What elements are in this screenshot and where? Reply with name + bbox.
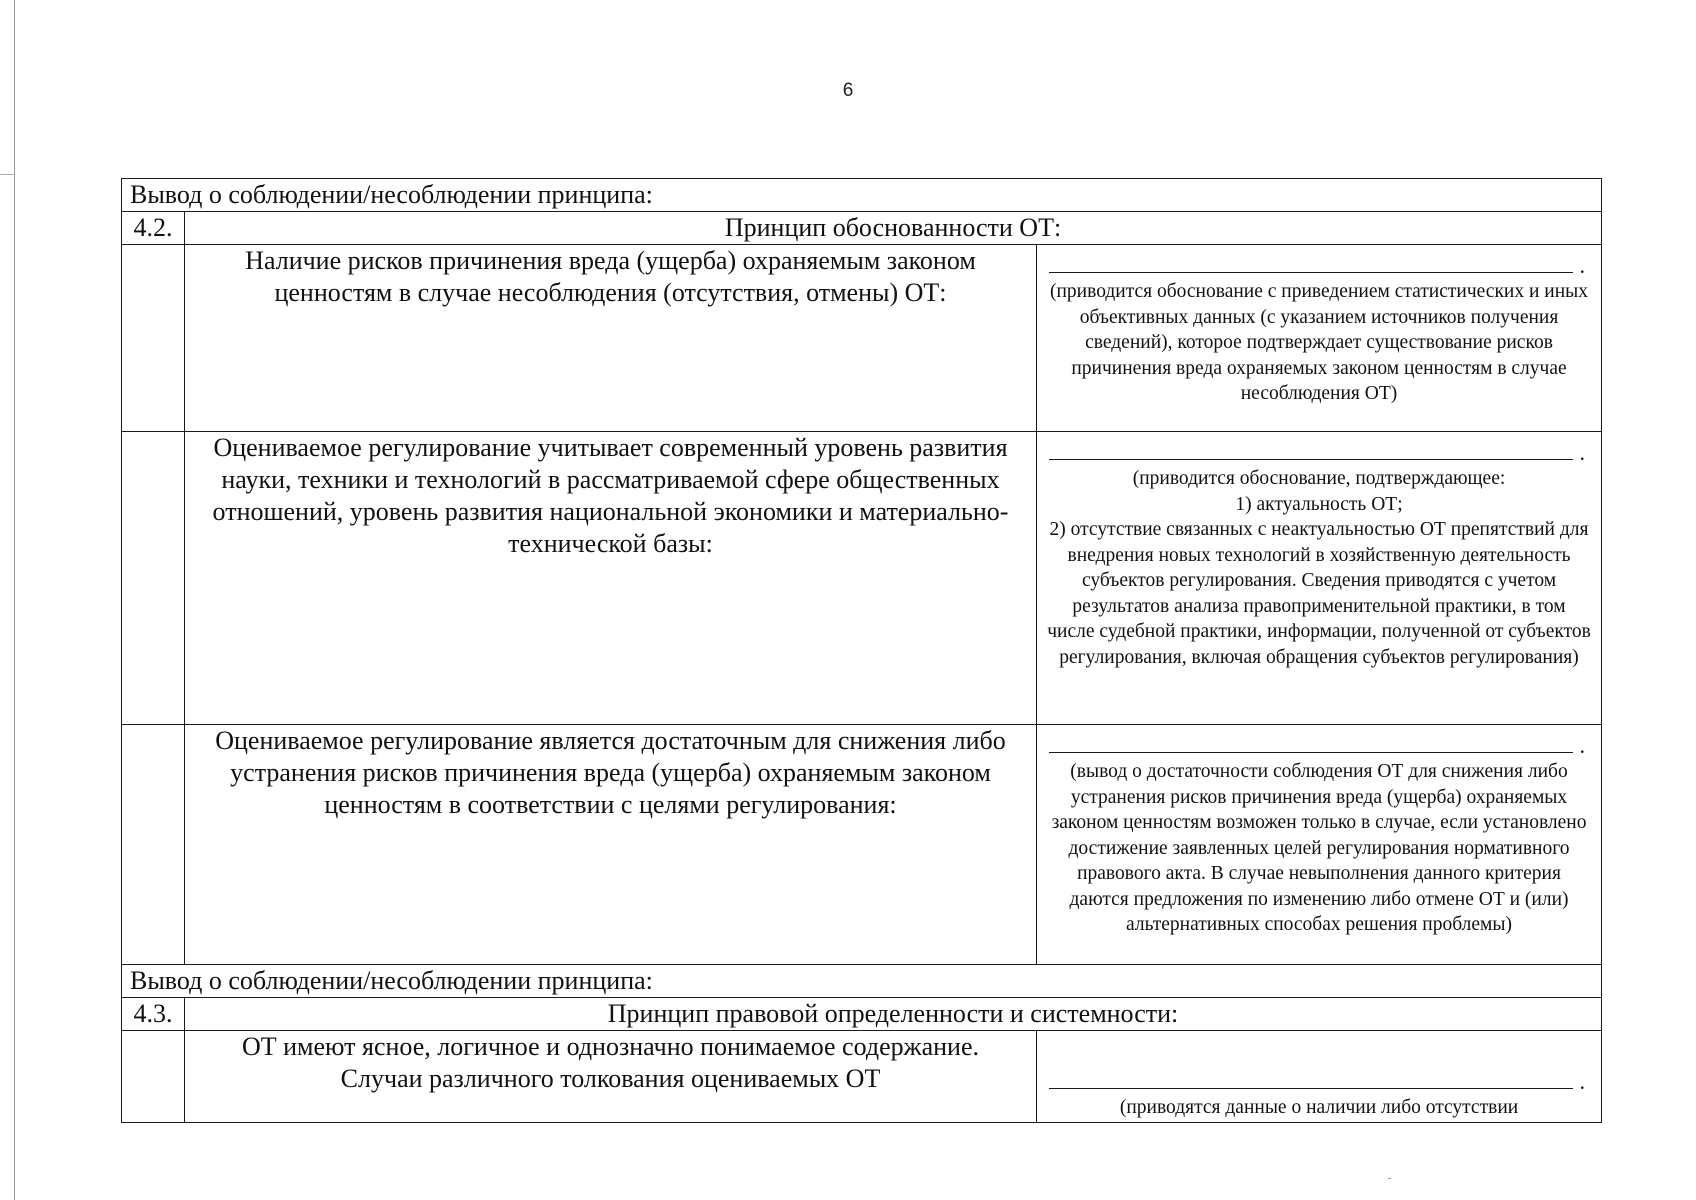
conclusion-cell: Вывод о соблюдении/несоблюдении принципа: [122,179,1602,212]
criterion-cell: Оцениваемое регулирование является достаточным для снижения либо устранения рисков причинения вреда (ущерба) охраняемым законом ценностям в соответствии с целями регулирования: [185,725,1037,965]
section-number: 4.3. [122,998,185,1031]
answer-cell [1037,725,1602,965]
empty-number-cell [122,432,185,725]
criterion-row [122,245,1602,432]
criterion-cell: Наличие рисков причинения вреда (ущерба) охраняемым законом ценностям в случае несоблюдения (отсутствия, отмены) ОТ: [185,245,1037,432]
empty-number-cell [122,1031,185,1123]
conclusion-cell: Вывод о соблюдении/несоблюдении принципа: [122,965,1602,998]
answer-note: (приводится обоснование с приведением статистических и иных объективных данных (с указанием источников получения сведений), которое подтверждает существование рисков причинения вреда охраняемых законом ценностям в случае несоблюдения ОТ) [1050,281,1589,404]
answer-blank-line: . [1047,1065,1591,1091]
section-title: Принцип обоснованности ОТ: [185,212,1602,245]
page-number: 6 [842,80,854,101]
answer-note: (вывод о достаточности соблюдения ОТ для снижения либо устранения рисков причинения вреда (ущерба) охраняемых законом ценностям возможен только в случае, если установлено достижение заявленных целей регулирования нормативного правового акта. В случае невыполнения данного критерия даются предложения по изменению либо отмене ОТ и (или) альтернативных способах решения проблемы) [1051,761,1587,935]
criterion-row [122,1031,1602,1123]
answer-cell [1037,1031,1602,1123]
answer-blank-line: . [1047,249,1591,275]
answer-note-line: 2) отсутствие связанных с неактуальностью ОТ препятствий для внедрения новых технологий в хозяйственную деятельность субъектов регулирования. Сведения приводятся с учетом результатов анализа правоприменительной практики, в том числе судебной практики, информации, полученной от субъектов регулирования, включая обращения субъектов регулирования) [1047,519,1591,668]
answer-note: (приводятся данные о наличии либо отсутствии [1119,1097,1519,1118]
section-number: 4.2. [122,212,185,245]
criterion-cell: Оцениваемое регулирование учитывает современный уровень развития науки, техники и технологий в рассматриваемой сфере общественных отношений, уровень развития национальной экономики и материально-технической базы: [185,432,1037,725]
criterion-cell: ОТ имеют ясное, логичное и однозначно понимаемое содержание. Случаи различного толкования оцениваемых ОТ [185,1031,1037,1123]
section-title: Принцип правовой определенности и системности: [185,998,1602,1031]
answer-blank-line: . [1047,729,1591,755]
answer-note-line: (приводится обоснование, подтверждающее: [1132,468,1506,489]
empty-number-cell [122,725,185,965]
section-header-row [122,998,1602,1031]
scan-speck [1388,1178,1391,1179]
criterion-row [122,725,1602,965]
conclusion-row [122,179,1602,212]
answer-cell [1037,245,1602,432]
empty-number-cell [122,245,185,432]
scan-left-edge [14,0,15,1200]
conclusion-row [122,965,1602,998]
answer-note-line: 1) актуальность ОТ; [1235,493,1403,515]
section-header-row [122,212,1602,245]
answer-cell [1037,432,1602,725]
criterion-row [122,432,1602,725]
scan-edge-tick [0,174,14,175]
evaluation-table [121,178,1602,1123]
answer-blank-line: . [1047,436,1591,462]
